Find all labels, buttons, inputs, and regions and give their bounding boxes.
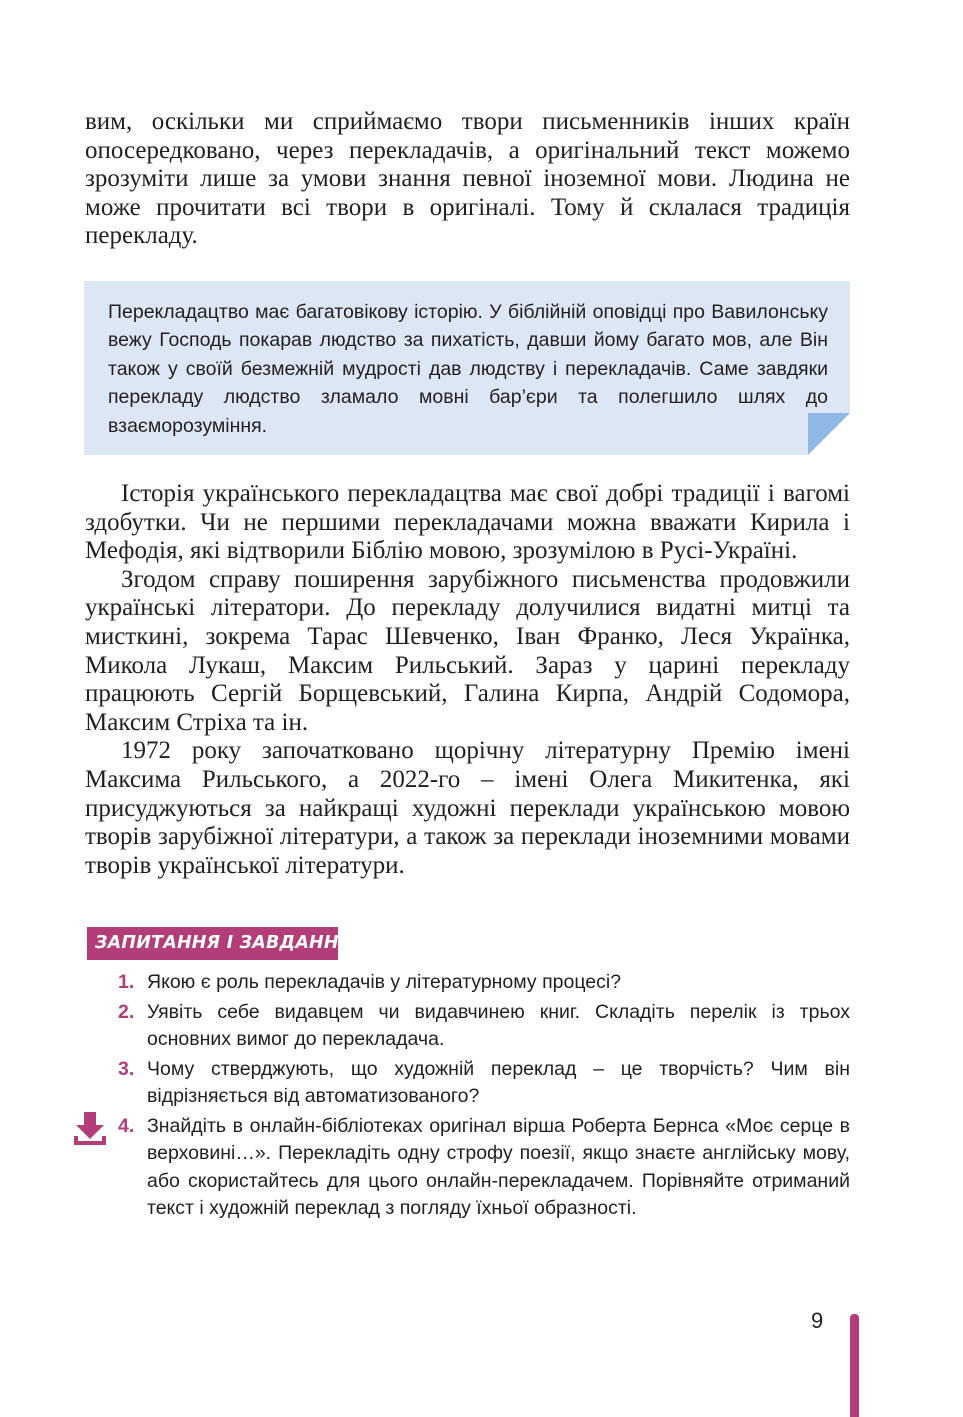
task-item <box>118 969 850 997</box>
task-number: 3. <box>118 1057 135 1080</box>
folded-corner-icon <box>808 413 850 455</box>
main-text <box>85 480 850 880</box>
task-text: Уявіть себе видавцем чи видавчинею книг. Складіть перелік із трьох основних вимог до перекладача. <box>147 1000 850 1050</box>
task-text: Знайдіть в онлайн-бібліотеках оригінал вірша Роберта Бернса «Моє серце в верховині…». Перекладіть одну строфу поезії, якщо знаєте англійську мову, або скористайтесь для цього онлайн-перекладачем. Порівняйте отриманий текст і художній переклад з погляду їхньої образності. <box>147 1114 850 1219</box>
page-edge-bar <box>850 1314 859 1417</box>
task-text: Чому стверджують, що художній переклад – це творчість? Чим він відрізняється від автоматизованого? <box>147 1057 850 1107</box>
download-icon[interactable] <box>73 1110 107 1146</box>
intro-paragraph-text: вим, оскільки ми сприймаємо твори письменників інших країн опосередковано, через перекладачів, а оригінальний текст можемо зрозуміти лише за умови знання певної іноземної мови. Людина не може прочитати всі твори в оригіналі. Тому й склалася традиція перекладу. <box>85 108 850 250</box>
paragraph-translators: Згодом справу поширення зарубіжного письменства продовжили українські літератори. До перекладу долучилися видатні митці та мисткині, зокрема Тарас Шевченко, Іван Франко, Леся Українка, Микола Лукаш, Максим Рильський. Зараз у царині перекладу працюють Сергій Борщевський, Галина Кирпа, Андрій Содомора, Максим Стріха та ін. <box>85 565 850 736</box>
info-note-text: Перекладацтво має багатовікову історію. У біблійній оповідці про Вавилонську вежу Господь покарав людство за пихатість, давши йому багато мов, але Він також у своїй безмежній мудрості дав людству і перекладачів. Саме завдяки перекладу людство зламало мовні бар’єри та полегшило шлях до взаєморозуміння. <box>108 301 828 437</box>
intro-paragraph <box>85 108 850 251</box>
page-number: 9 <box>811 1308 824 1333</box>
task-item <box>118 1056 850 1111</box>
task-number: 1. <box>118 971 135 993</box>
task-text: Якою є роль перекладачів у літературному процесі? <box>147 971 622 993</box>
paragraph-prize: 1972 року започатковано щорічну літературну Премію імені Максима Рильського, а 2022-го – імені Олега Микитенка, які присуджуються за найкращі художні переклади українською мовою творів зарубіжної літератури, а також за переклади іноземними мовами творів української літератури. <box>85 737 850 879</box>
task-number: 4. <box>118 1114 135 1137</box>
questions-heading: ЗАПИТАННЯ І ЗАВДАННЯ <box>87 927 338 960</box>
task-item <box>118 999 850 1054</box>
task-number: 2. <box>118 1000 135 1023</box>
task-item <box>118 1113 850 1223</box>
info-note <box>84 281 850 455</box>
paragraph-history: Історія українського перекладацтва має свої добрі традиції і вагомі здобутки. Чи не першими перекладачами можна вважати Кирила і Мефодія, які відтворили Біблію мовою, зрозумілою в Русі-Україні. <box>85 480 850 565</box>
task-list <box>118 969 850 1225</box>
